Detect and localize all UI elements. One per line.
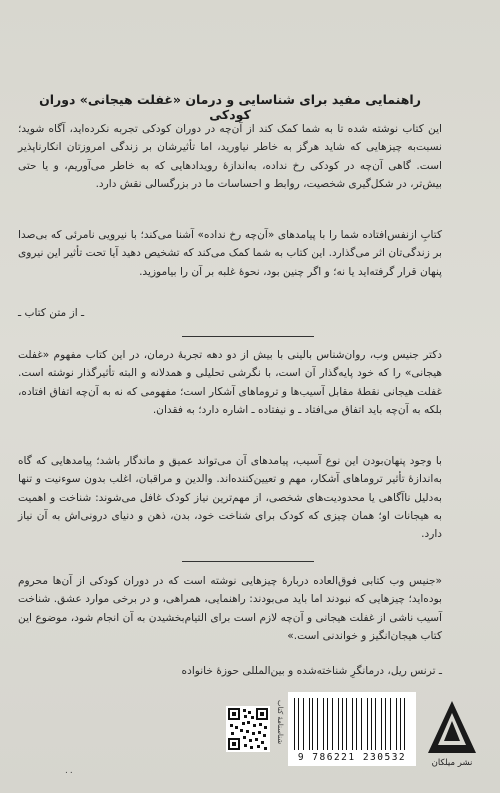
publisher-logo-icon: [426, 699, 478, 765]
testimonial-attribution: ـ ترنس ریل، درمانگرِ شناخته‌شده و بین‌المللی حوزهٔ خانواده: [181, 665, 442, 677]
isbn-barcode: [288, 692, 416, 766]
section-divider-bottom: [182, 561, 314, 562]
attribution-from-book: [18, 304, 442, 322]
attribution-from-book-text: ـ از متن کتاب ـ: [18, 307, 85, 319]
qr-code-graphic: [226, 706, 270, 752]
publisher-name: نشر میلکان: [431, 758, 473, 768]
qr-code: [226, 706, 270, 752]
section-divider-top: [182, 336, 314, 337]
paragraph-4: با وجود پنهان‌بودن این نوع آسیب، پیامدهای آن می‌تواند عمیق و ماندگار باشد؛ پیامدهایی که گاه به‌اندازهٔ تأثیر تروماهای آشکار، مهم و تعیین‌کننده‌اند. والدین و مراقبان، اغلب بدون سوءنیت و تنها به‌دلیل ناآگاهی یا محدودیت‌های شخصی، از مهم‌ترین نیاز کودک غافل می‌شوند: شناخت و اهمیت به هیجانات او؛ همان چیزی که کودک برای شناخت خود، بدن، ذهن و دنیای درونی‌اش به آن نیاز دارد.: [18, 455, 442, 541]
barcode-bars: [294, 698, 410, 750]
paragraph-1: این کتاب نوشته شده تا به شما کمک کند از آن‌چه در دوران کودکی تجربه نکرده‌اید، آگاه شوید؛ نسبت‌به چیزهایی که شاید هرگز به خاطر نیاورید، اما تأثیرشان بر زندگی امروزتان انکارناپذیر است. گاهی آن‌چه در کودکی رخ نداده، به‌اندازهٔ رویدادهایی که به خاطر می‌آوریم، و یا حتی بیش‌تر، در شکل‌گیری شخصیت، روابط و احساسات ما در بزرگسالی نقش دارد.: [18, 123, 442, 190]
price-mark: ۰۰: [64, 768, 74, 778]
cover-title: راهنمایی مفید برای شناسایی و درمان «غفلت هیجانی» دوران کودکی: [39, 92, 421, 122]
isbn-number: 9 786221 230532: [297, 752, 407, 763]
qr-caption: شناسنامهٔ کتاب: [276, 700, 284, 745]
testimonial-quote: «جنیس وب کتابی فوق‌العاده دربارهٔ چیزهایی نوشته است که در دوران کودکی از آن‌ها محروم بوده‌اید؛ چیزهایی که نبودند اما باید می‌بودند: راهنمایی، همراهی، و در برخی موارد عشق. شناخت آسیب ناشی از غفلت هیجانی و آن‌چه لازم است برای التیام‌بخشیدن به آن انجام شود، موضوع این کتاب هیجان‌انگیز و خواندنی است.»: [18, 575, 442, 642]
paragraph-3: دکتر جنیس وب، روان‌شناس بالینی با بیش از دو دهه تجربهٔ درمان، در این کتاب مفهوم «غفلت هیجانی» را که خود پایه‌گذار آن است، با نگرشی تحلیلی و همدلانه و البته تأثیرگذار نوشته است. غفلت هیجانی نقطهٔ مقابل آسیب‌ها و تروماهای آشکار است؛ مفهومی که نه به آن‌چه اتفاق افتاده، بلکه به آن‌چه باید اتفاق می‌افتاد ـ و نیفتاده ـ اشاره دارد؛ به فقدان.: [18, 349, 442, 416]
paragraph-2: کتابِ ازنفس‌افتاده شما را با پیامدهای «آن‌چه رخ نداده» آشنا می‌کند؛ با نیرویی نامرئی که بی‌صدا بر زندگی‌تان اثر می‌گذارد. این کتاب به شما کمک می‌کند که تشخیص دهید آیا تحت تأثیر این نیروی پنهان قرار گرفته‌اید یا نه؛ و اگر چنین بود، نحوهٔ غلبه بر آن را بیاموزید.: [18, 229, 442, 278]
